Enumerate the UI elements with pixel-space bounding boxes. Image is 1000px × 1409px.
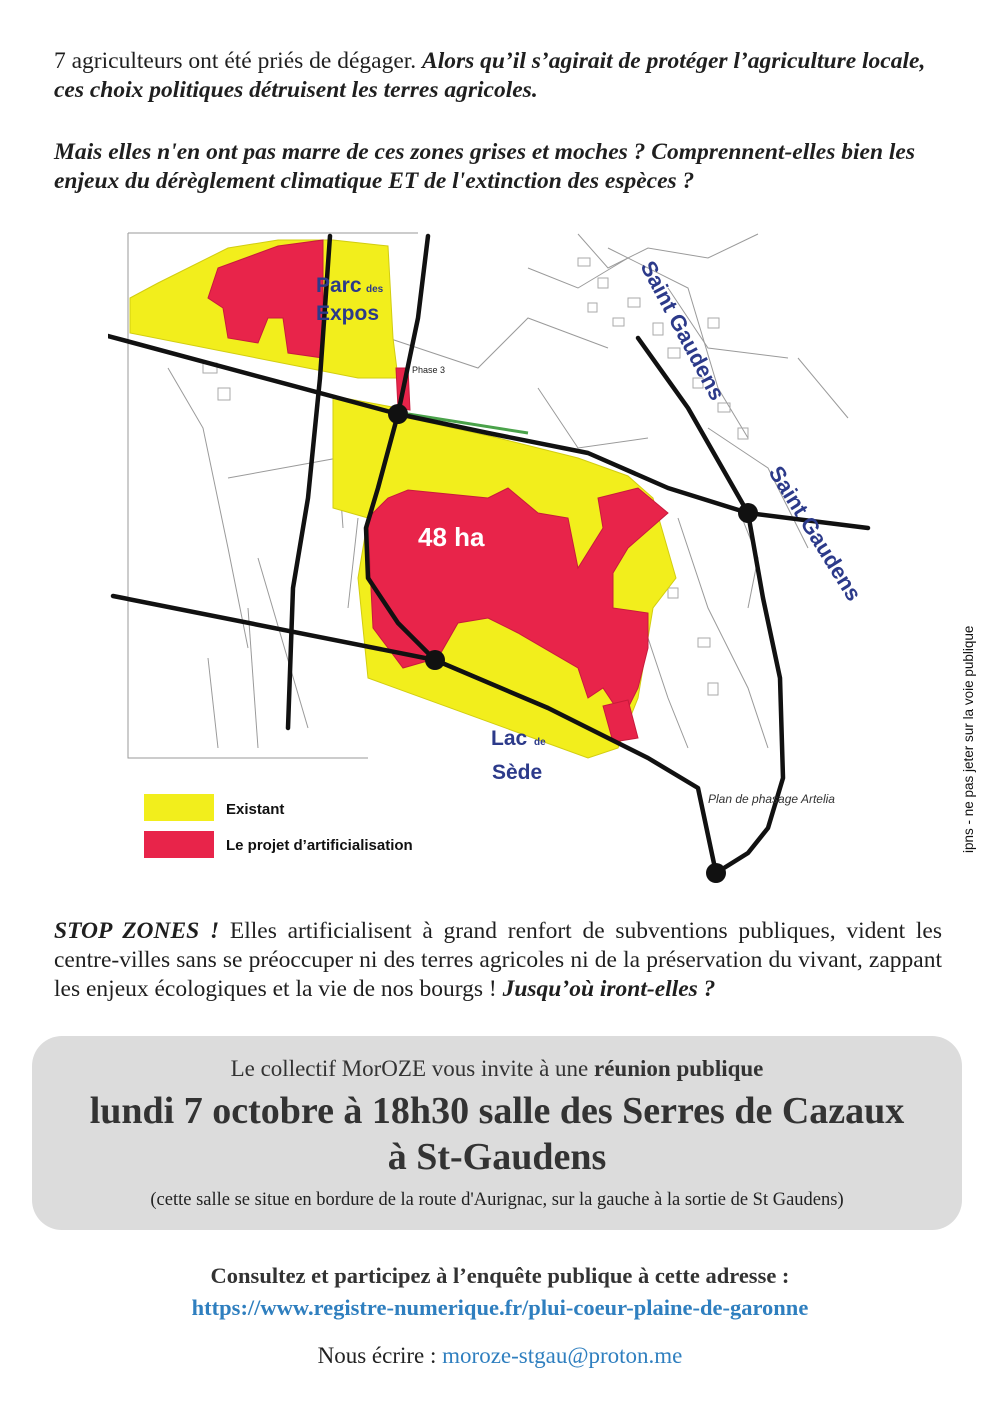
intro-plain-text: 7 agriculteurs ont été priés de dégager. [54,48,423,74]
label-sede: Sède [492,761,543,784]
label-de: de [534,737,546,748]
legend-swatch-projet [144,831,214,858]
intro-bold-text: Alors qu’il s’agirait de protéger l’agriculture locale, ces choix politiques détruisent les terres agricoles. [54,48,926,103]
intro-paragraph-2: Mais elles n'en ont pas marre de ces zones grises et moches ? Comprennent-elles bien les enjeux du dérèglement climatique ET de l'extinction des espèces ? [54,139,916,194]
stop-zones-lead: STOP ZONES ! [54,918,220,944]
roundabout-east [738,503,758,523]
contact-email-link[interactable]: moroze-stgau@proton.me [442,1343,683,1368]
side-note [958,555,978,855]
label-expos: Expos [316,302,380,325]
label-saint-gaudens-north: Saint Gaudens [635,256,730,405]
invitation-bold: réunion publique [594,1056,764,1081]
side-note-text: ipns - ne pas jeter sur la voie publique [961,625,976,853]
roundabout-far-south [706,863,726,883]
zoning-map [108,228,898,888]
intro-paragraph-1 [54,47,942,105]
label-parc: Parc [316,274,362,297]
label-lac: Lac [491,727,528,750]
contact-label: Nous écrire : [317,1343,443,1368]
roundabout-north [388,404,408,424]
legend-swatch-existant [144,794,214,821]
legend-label-existant: Existant [226,801,285,818]
map-legend [144,794,413,858]
registry-link[interactable]: https://www.registre-numerique.fr/plui-coeur-plaine-de-garonne [191,1295,809,1320]
label-48-ha: 48 ha [418,522,485,552]
invitation-line [32,1056,962,1082]
invitation-date-line-1: lundi 7 octobre à 18h30 salle des Serres de Cazaux [89,1090,905,1132]
label-des: des [366,284,384,295]
invitation-note: (cette salle se situe en bordure de la route d'Aurignac, sur la gauche à la sortie de St Gaudens) [150,1190,844,1210]
stop-zones-paragraph [54,917,942,1004]
invitation-date [32,1088,962,1180]
contact-line [0,1343,1000,1369]
label-plan-phasage: Plan de phasage Artelia [708,792,835,806]
consult-text: Consultez et participez à l’enquête publique à cette adresse : [210,1263,790,1288]
stop-zones-body: Elles artificialisent à grand renfort de subventions publiques, vident les centre-villes sans se préoccuper ni des terres agricoles ni de la préservation du vivant, zappant les enjeux écologiques et la vie de nos bourgs ! [54,918,942,1002]
label-phase-3: Phase 3 [412,365,446,375]
roundabout-south [425,650,445,670]
label-saint-gaudens-east: Saint Gaudens [763,461,867,606]
invitation-plain: Le collectif MorOZE vous invite à une [230,1056,595,1081]
stop-zones-tail: Jusqu’où iront-elles ? [502,976,716,1002]
invitation-date-line-2: à St-Gaudens [387,1136,607,1178]
invitation-box [32,1036,962,1230]
legend-label-projet: Le projet d’artificialisation [226,837,413,854]
